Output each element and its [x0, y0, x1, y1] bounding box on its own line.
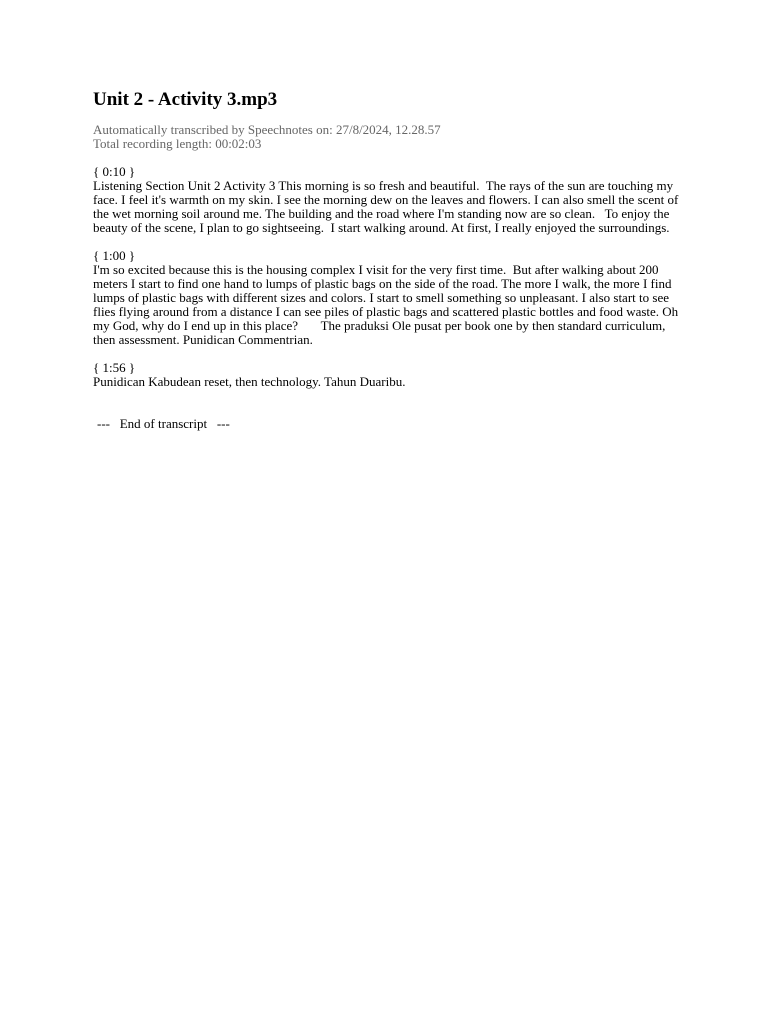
transcript-meta	[93, 123, 683, 151]
transcript-segment	[93, 165, 683, 235]
transcript-document	[93, 88, 683, 431]
recording-length-line: Total recording length: 00:02:03	[93, 136, 262, 151]
segment-text: Listening Section Unit 2 Activity 3 This morning is so fresh and beautiful. The rays of the sun are touching my face. I feel it's warmth on my skin. I see the morning dew on the leaves and flowers. I can also smell the scent of the wet morning soil around me. The building and the road where I'm standing now are so clean. To enjoy the beauty of the scene, I plan to go sightseeing. I start walking around. At first, I really enjoyed the surroundings.	[93, 178, 682, 235]
segment-timestamp: { 0:10 }	[93, 164, 136, 179]
transcript-segment	[93, 249, 683, 347]
transcribed-by-line: Automatically transcribed by Speechnotes on: 27/8/2024, 12.28.57	[93, 122, 441, 137]
segment-timestamp: { 1:00 }	[93, 248, 136, 263]
segment-text: Punidican Kabudean reset, then technology. Tahun Duaribu.	[93, 374, 406, 389]
transcript-segment	[93, 361, 683, 389]
segment-text: I'm so excited because this is the housing complex I visit for the very first time. But after walking about 200 meters I start to find one hand to lumps of plastic bags on the side of the road. The more I walk, the more I find lumps of plastic bags with different sizes and colors. I start to smell something so unpleasant. I also start to see flies flying around from a distance I can see piles of plastic bags and scattered plastic bottles and food waste. Oh my God, why do I end up in this place? The praduksi Ole pusat per book one by then standard curriculum, then assessment. Punidican Commentrian.	[93, 262, 682, 347]
document-title: Unit 2 - Activity 3.mp3	[93, 89, 278, 110]
end-of-transcript: --- End of transcript ---	[97, 416, 230, 431]
segment-timestamp: { 1:56 }	[93, 360, 136, 375]
